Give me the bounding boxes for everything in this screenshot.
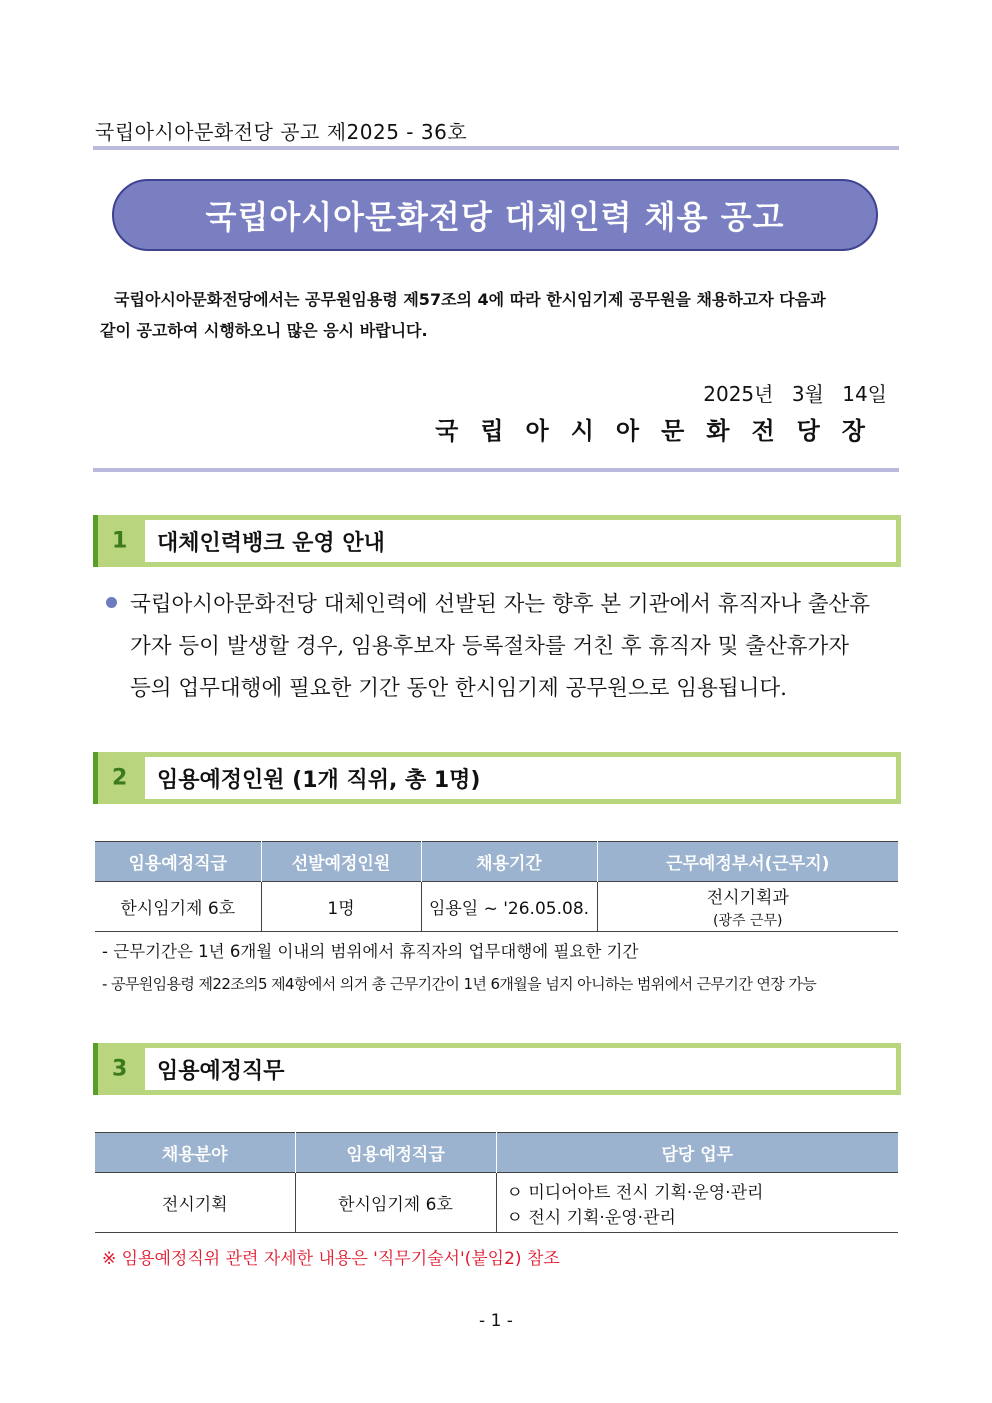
intro-divider [93,468,899,472]
table-header-cell: 임용예정직급 [295,1133,496,1173]
table-header-cell: 선발예정인원 [261,842,421,882]
notice-number: 국립아시아문화전당 공고 제2025 - 36호 [95,120,468,144]
intro-line-1: 국립아시아문화전당에서는 공무원임용령 제57조의 4에 따라 한시임기제 공무원을 채용하고자 다음과 [114,290,826,309]
table-header-row [95,1133,898,1173]
section-number: 1 [112,528,128,554]
dept-location: (광주 근무) [713,913,783,929]
section-1-bullet [106,584,906,710]
section-title: 임용예정직무 [157,1058,285,1084]
dept-name: 전시기획과 [706,888,789,908]
grade-cell: 한시임기제 6호 [95,882,261,932]
table-row [95,1173,898,1233]
section-1-header [93,515,901,567]
section-2-header [93,752,901,804]
table-header-cell: 근무예정부서(근무지) [597,842,898,882]
section-title: 임용예정인원 (1개 직위, 총 1명) [157,767,481,793]
bullet-dot-icon [106,597,117,608]
section-accent-stripe [93,752,98,804]
recruitment-table [95,841,898,932]
period-cell: 임용일 ~ '26.05.08. [421,882,597,932]
duties-cell [496,1173,898,1233]
table-header-row [95,842,898,882]
section-3-header [93,1043,901,1095]
duty-item: ㅇ 미디어아트 전시 기획·운영·관리 [506,1182,764,1203]
section-accent-stripe [93,515,98,567]
table-header-cell: 임용예정직급 [95,842,261,882]
table-header-cell: 채용분야 [95,1133,295,1173]
section-title: 대체인력뱅크 운영 안내 [157,530,385,556]
signer-name: 국립아시아문화전당장 [435,416,887,445]
count-cell: 1명 [261,882,421,932]
dept-cell [597,882,898,932]
bullet-line-2: 가자 등이 발생할 경우, 임용후보자 등록절차를 거친 후 휴직자 및 출산휴가자 [130,634,850,659]
page-number: - 1 - [479,1311,513,1331]
title-banner [112,179,878,251]
section-accent-stripe [93,1043,98,1095]
section-number: 3 [112,1056,128,1082]
reference-note: ※ 임용예정직위 관련 자세한 내용은 '직무기술서'(붙임2) 참조 [102,1249,560,1269]
table-note-1: - 근무기간은 1년 6개월 이내의 범위에서 휴직자의 업무대행에 필요한 기간 [102,942,639,961]
duties-table [95,1132,898,1233]
notice-date: 2025년 3월 14일 [703,382,887,406]
table-row [95,882,898,932]
table-header-cell: 채용기간 [421,842,597,882]
field-cell: 전시기획 [95,1173,295,1233]
bullet-line-1: 국립아시아문화전당 대체인력에 선발된 자는 향후 본 기관에서 휴직자나 출산휴 [130,592,871,617]
table-note-2: - 공무원임용령 제22조의5 제4항에서 의거 총 근무기간이 1년 6개월을 넘지 아니하는 범위에서 근무기간 연장 가능 [102,975,817,993]
table-header-cell: 담당 업무 [496,1133,898,1173]
intro-paragraph [100,284,900,346]
page-title: 국립아시아문화전당 대체인력 채용 공고 [205,198,785,236]
intro-line-2: 같이 공고하여 시행하오니 많은 응시 바랍니다. [100,321,428,340]
section-number: 2 [112,765,128,791]
duty-item: ㅇ 전시 기획·운영·관리 [506,1207,676,1228]
bullet-line-3: 등의 업무대행에 필요한 기간 동안 한시임기제 공무원으로 임용됩니다. [130,676,787,701]
grade-cell: 한시임기제 6호 [295,1173,496,1233]
header-divider [93,146,899,150]
